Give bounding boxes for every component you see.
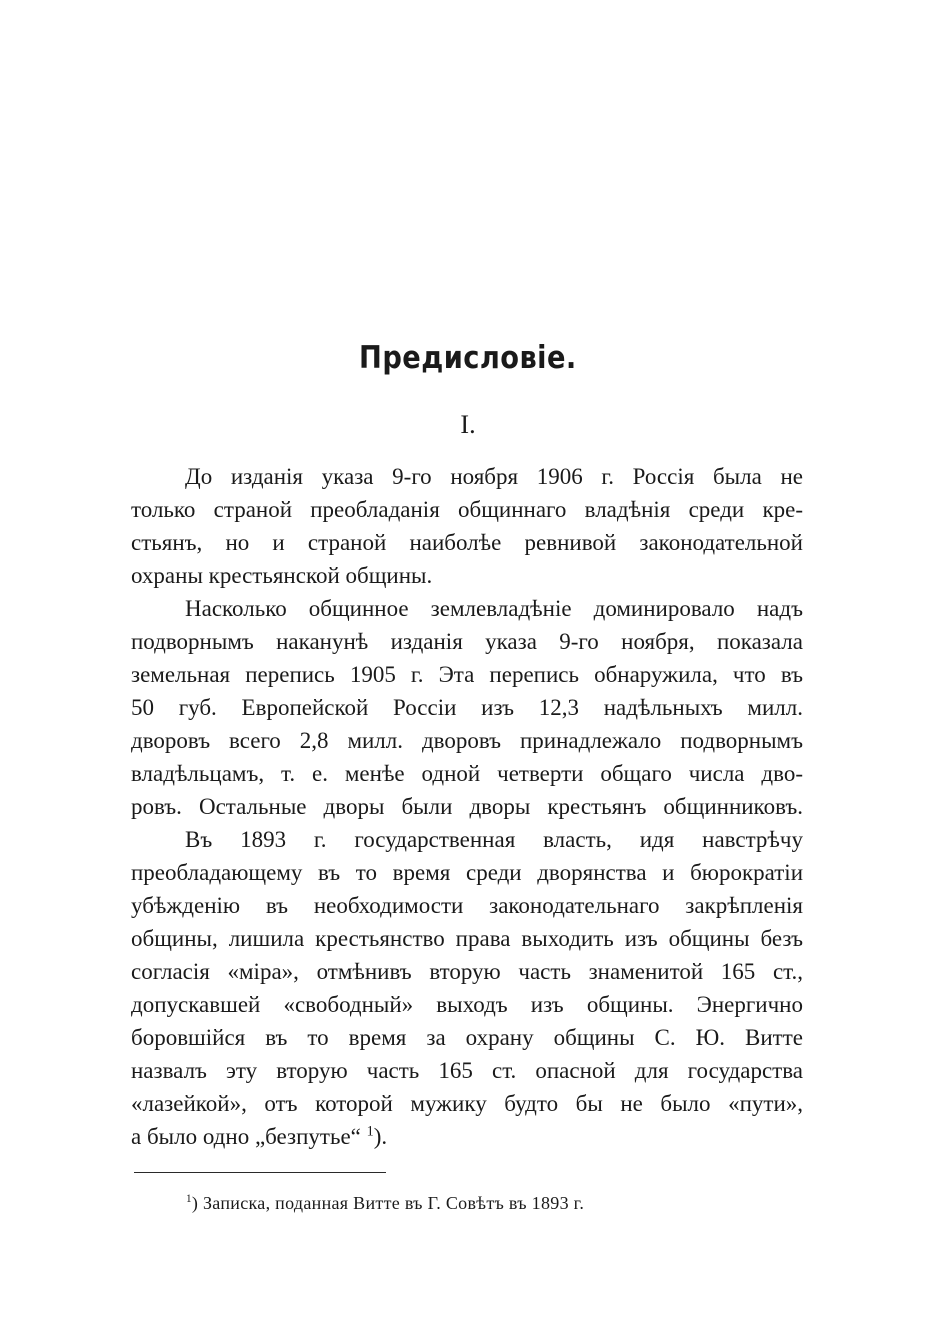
body-text [131,460,803,1153]
text-line-with-footnote-ref [131,1120,803,1153]
text-line: 50 губ. Европейской Россіи изъ 12,3 надѣльныхъ милл. [131,695,803,720]
paragraph-3 [131,823,803,1153]
text-line: убѣжденію въ необходимости законодательнаго закрѣпленія [131,893,803,918]
text-line: согласія «міра», отмѣнивъ вторую часть знаменитой 165 ст., [131,959,803,984]
text-line: «лазейкой», отъ которой мужику будто бы не было «пути», [131,1091,803,1116]
paragraph-2 [131,592,803,823]
footnote-text: ) Записка, поданная Витте въ Г. Совѣтъ въ 1893 г. [191,1193,585,1213]
text-line: допускавшей «свободный» выходъ изъ общины. Энергично [131,992,803,1017]
text-line: преобладающему въ то время среди дворянства и бюрократіи [131,860,803,885]
line-tail: ). [373,1124,388,1149]
footnote-divider [134,1172,386,1173]
text-line: стьянъ, но и страной наиболѣе ревнивой законодательной [131,530,803,555]
text-line: боровшійся въ то время за охрану общины С. Ю. Витте [131,1025,803,1050]
text-line: дворовъ всего 2,8 милл. дворовъ принадлежало подворнымъ [131,728,803,753]
text-line: владѣльцамъ, т. е. менѣе одной четверти общаго числа дво- [131,761,803,786]
text-line: охраны крестьянской общины. [131,563,433,588]
text-line: До изданія указа 9-го ноября 1906 г. Россія была не [185,464,803,489]
text-line: только страной преобладанія общиннаго владѣнія среди кре- [131,497,803,522]
text-line: земельная перепись 1905 г. Эта перепись обнаружила, что въ [131,662,803,687]
section-number: I. [460,410,476,439]
footnote [186,1190,584,1216]
text-line: а было одно „безпутье“ [131,1124,361,1149]
paragraph-1 [131,460,803,592]
text-line: назвалъ эту вторую часть 165 ст. опасной для государства [131,1058,803,1083]
text-line: подворнымъ наканунѣ изданія указа 9-го ноября, показала [131,629,803,654]
text-line: Въ 1893 г. государственная власть, идя навстрѣчу [185,827,803,852]
footnote-reference[interactable]: 1 [366,1123,374,1140]
text-line: общины, лишила крестьянство права выходить изъ общины безъ [131,926,803,951]
text-line: Насколько общинное землевладѣніе доминировало надъ [185,596,803,621]
page-heading: Предисловіе. [359,340,577,376]
footnote-marker: 1 [186,1193,192,1205]
text-line: ровъ. Остальные дворы были дворы крестьянъ общинниковъ. [131,794,803,819]
